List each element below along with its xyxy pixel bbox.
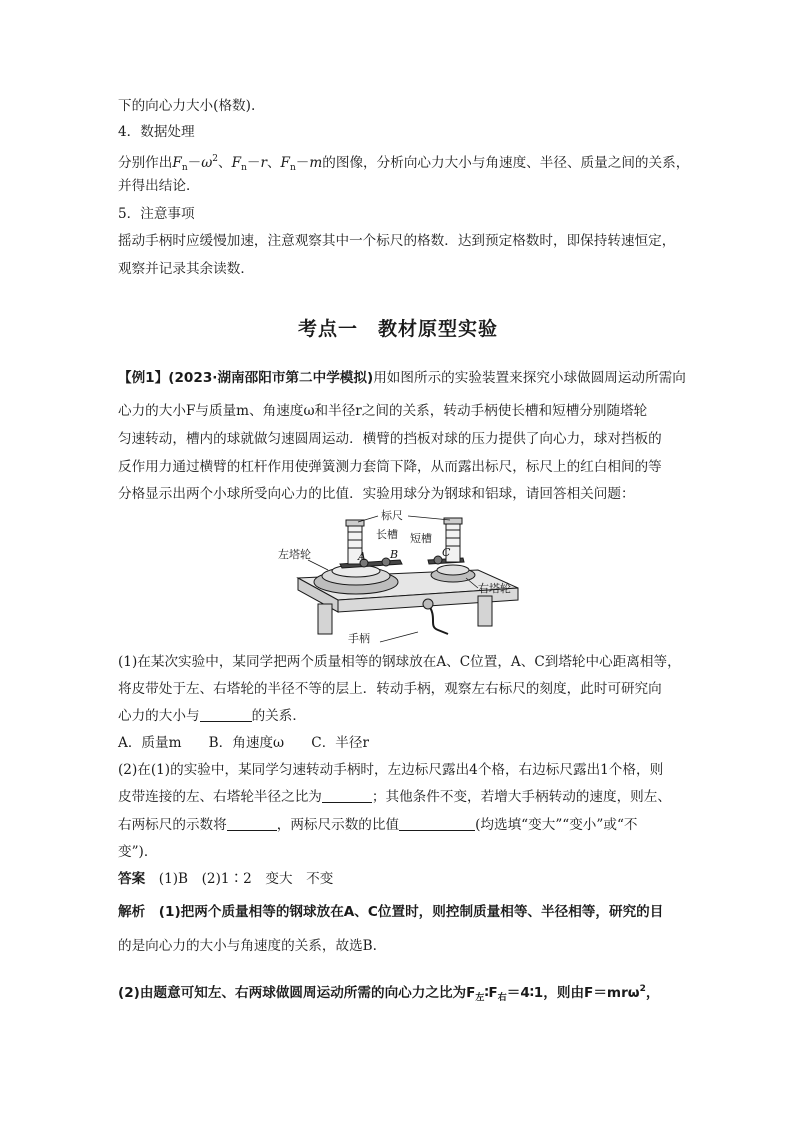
- label-a: A: [358, 550, 366, 563]
- q2-blank-ratio: [322, 788, 372, 803]
- step4-text-end: 并得出结论．: [118, 178, 200, 194]
- q2-blank-ratio-change: [399, 816, 475, 831]
- example-tag: 【例1】: [118, 370, 169, 386]
- example-line2: 心力的大小F与质量m、角速度ω和半径r之间的关系，转动手柄使长槽和短槽分别随塔轮: [118, 403, 648, 419]
- example-line3: 匀速转动，槽内的球就做匀速圆周运动．横臂的挡板对球的压力提供了向心力，球对挡板的: [118, 431, 662, 447]
- step5-title: 5．注意事项: [118, 206, 195, 222]
- analysis-line3: (2)由题意可知左、右两球做圆周运动所需的向心力之比为$F_左∶F_右=4∶1$，则由F＝mrω$^2$，: [118, 984, 660, 1003]
- q1-line2: 将皮带处于左、右塔轮的半径不等的层上．转动手柄，观察左右标尺的刻度，此时可研究向: [118, 681, 662, 697]
- q2-line1: (2)在(1)的实验中，某同学匀速转动手柄时，左边标尺露出4个格，右边标尺露出1个格，则: [118, 762, 664, 778]
- step4-title: 4．数据处理: [118, 124, 195, 140]
- label-c: C: [442, 546, 451, 559]
- centripetal-apparatus-figure: [278, 508, 528, 648]
- example-source: (2023·湖南邵阳市第二中学模拟): [168, 370, 374, 386]
- label-b: B: [390, 548, 399, 561]
- label-ruler: 标尺: [381, 509, 403, 522]
- step5-line2: 观察并记录其余读数．: [118, 261, 254, 277]
- q1-line1: (1)在某次实验中，某同学把两个质量相等的钢球放在A、C位置，A、C到塔轮中心距离相等，: [118, 654, 681, 670]
- q2-line2: 皮带连接的左、右塔轮半径之比为 ；其他条件不变，若增大手柄转动的速度，则左、: [118, 789, 671, 805]
- answer-text: (1)B (2)1∶2 变大 不变: [158, 871, 334, 887]
- continuation-text: 下的向心力大小(格数).: [118, 98, 256, 114]
- q1-options: A．质量m B．角速度ω C．半径r: [118, 735, 369, 751]
- step5-line1: 摇动手柄时应缓慢加速，注意观察其中一个标尺的格数．达到预定格数时，即保持转速恒定，: [118, 233, 676, 249]
- label-short-slot: 短槽: [410, 532, 432, 545]
- step4-text: 分别作出$F_n-\omega^2$、$F_n-r$、$F_n-m$的图像，分析向心力大小与角速度、半径、质量之间的关系，: [118, 154, 690, 173]
- answer-line: [118, 866, 333, 892]
- example-line4: 反作用力通过横臂的杠杆作用使弹簧测力套筒下降，从而露出标尺，标尺上的红白相间的等: [118, 459, 662, 475]
- label-handle: 手柄: [348, 632, 370, 645]
- analysis-label: 解析: [118, 904, 146, 920]
- example-line5: 分格显示出两个小球所受向心力的比值．实验用球分为钢球和铝球，请回答相关问题：: [118, 486, 635, 502]
- q2-line4: 变”)．: [118, 844, 158, 860]
- q2-line3: 右两标尺的示数将 ，两标尺示数的比值 (均选填“变大”“变小”或“不: [118, 817, 638, 833]
- q2-blank-reading: [227, 816, 277, 831]
- label-long-slot: 长槽: [376, 528, 398, 541]
- apparatus-drawing: [278, 508, 528, 648]
- section-heading: 考点一 教材原型实验: [297, 318, 498, 340]
- q1-answer-blank: [200, 707, 252, 722]
- answer-label: 答案: [118, 871, 146, 887]
- analysis-line1: 解析 (1)把两个质量相等的钢球放在A、C位置时，则控制质量相等、半径相等，研究的目: [118, 904, 664, 920]
- analysis-line2: 的是向心力的大小与角速度的关系，故选B.: [118, 938, 377, 954]
- label-right-wheel: 右塔轮: [478, 582, 511, 595]
- label-left-wheel: 左塔轮: [278, 548, 311, 561]
- q1-line3: 心力的大小与 的关系．: [118, 708, 306, 724]
- example-line1: 【例1】(2023·湖南邵阳市第二中学模拟)用如图所示的实验装置来探究小球做圆周运动所需向: [118, 370, 686, 386]
